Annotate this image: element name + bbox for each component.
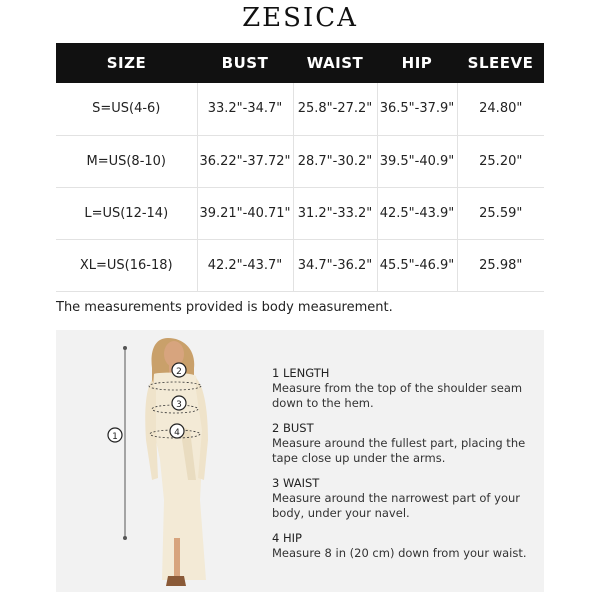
table-cell: L=US(12-14) [56, 187, 197, 239]
instruction-title: 1 LENGTH [272, 366, 330, 380]
table-cell: 28.7"-30.2" [293, 135, 377, 187]
instruction-waist [272, 476, 532, 520]
table-cell: 36.22"-37.72" [197, 135, 293, 187]
instruction-title: 3 WAIST [272, 476, 320, 490]
instruction-title: 4 HIP [272, 531, 302, 545]
table-row [56, 239, 544, 291]
table-cell: 34.7"-36.2" [293, 239, 377, 291]
table-cell: 25.59" [457, 187, 544, 239]
header-hip: HIP [377, 43, 457, 83]
marker-2-label: 2 [176, 367, 182, 377]
header-waist: WAIST [293, 43, 377, 83]
table-cell: 24.80" [457, 83, 544, 135]
table-cell: 39.21"-40.71" [197, 187, 293, 239]
marker-4-label: 4 [174, 428, 180, 438]
instruction-length [272, 366, 532, 410]
instruction-text: Measure from the top of the shoulder seam down to the hem. [272, 381, 523, 410]
table-cell: 25.20" [457, 135, 544, 187]
table-row [56, 83, 544, 135]
table-cell: 25.8"-27.2" [293, 83, 377, 135]
instruction-text: Measure around the narrowest part of your body, under your navel. [272, 491, 520, 520]
header-sleeve: SLEEVE [457, 43, 544, 83]
table-row [56, 187, 544, 239]
length-line-bottom-dot [123, 536, 127, 540]
instruction-hip [272, 531, 532, 561]
header-size: SIZE [56, 43, 197, 83]
table-cell: 25.98" [457, 239, 544, 291]
marker-1-label: 1 [112, 432, 118, 442]
measurement-instructions [272, 366, 532, 572]
table-row [56, 135, 544, 187]
table-cell: 31.2"-33.2" [293, 187, 377, 239]
measurement-note: The measurements provided is body measurement. [56, 300, 393, 315]
table-cell: M=US(8-10) [56, 135, 197, 187]
model-figure [56, 330, 256, 592]
table-cell: 33.2"-34.7" [197, 83, 293, 135]
table-cell: 45.5"-46.9" [377, 239, 457, 291]
size-chart-table [56, 43, 544, 292]
marker-3-label: 3 [176, 400, 182, 410]
instruction-bust [272, 421, 532, 465]
instruction-text: Measure around the fullest part, placing the tape close up under the arms. [272, 436, 526, 465]
measuring-guide-panel [56, 330, 544, 592]
table-cell: XL=US(16-18) [56, 239, 197, 291]
table-header-row [56, 43, 544, 83]
length-line-top-dot [123, 346, 127, 350]
table-cell: 36.5"-37.9" [377, 83, 457, 135]
brand-logo: ZESICA [242, 3, 358, 33]
instruction-title: 2 BUST [272, 421, 314, 435]
table-cell: S=US(4-6) [56, 83, 197, 135]
shoes [166, 576, 186, 586]
table-cell: 42.5"-43.9" [377, 187, 457, 239]
table-cell: 42.2"-43.7" [197, 239, 293, 291]
table-cell: 39.5"-40.9" [377, 135, 457, 187]
instruction-text: Measure 8 in (20 cm) down from your waist. [272, 546, 527, 560]
leg [174, 538, 180, 578]
header-bust: BUST [197, 43, 293, 83]
